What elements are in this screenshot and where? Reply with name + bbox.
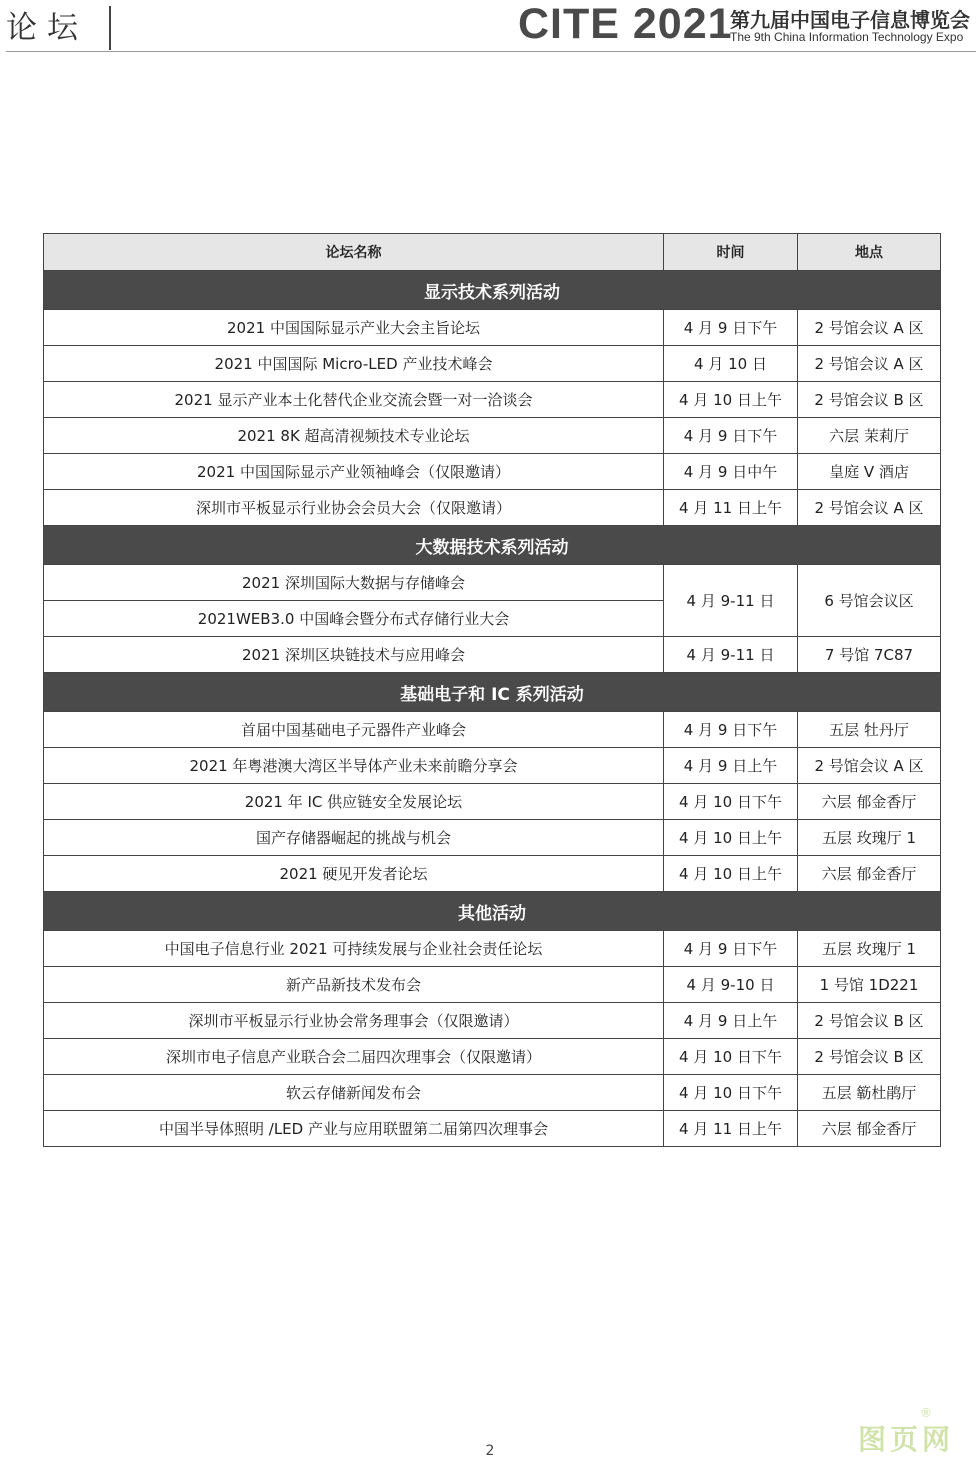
forum-name: 2021 年 IC 供应链安全发展论坛 [44, 784, 664, 820]
forum-venue: 2 号馆会议 A 区 [798, 490, 941, 526]
category-row-other [44, 892, 941, 931]
forum-time: 4 月 10 日上午 [664, 820, 798, 856]
section-title: 论坛 [6, 10, 88, 46]
forum-name: 首届中国基础电子元器件产业峰会 [44, 712, 664, 748]
forum-venue: 五层 牡丹厅 [798, 712, 941, 748]
forum-time: 4 月 11 日上午 [664, 1111, 798, 1147]
forum-time: 4 月 9 日中午 [664, 454, 798, 490]
forum-name: 2021 中国国际显示产业大会主旨论坛 [44, 310, 664, 346]
header-time: 时间 [664, 234, 798, 271]
header-divider [109, 6, 111, 50]
forum-venue: 1 号馆 1D221 [798, 967, 941, 1003]
category-row-display [44, 271, 941, 310]
table-row [44, 712, 941, 748]
forum-name: 2021 深圳国际大数据与存储峰会 [44, 565, 664, 601]
forum-time: 4 月 10 日下午 [664, 784, 798, 820]
forum-venue: 六层 郁金香厅 [798, 1111, 941, 1147]
forum-name: 深圳市电子信息产业联合会二届四次理事会（仅限邀请） [44, 1039, 664, 1075]
forum-venue: 2 号馆会议 B 区 [798, 382, 941, 418]
watermark: 图页网 [858, 1423, 955, 1456]
forum-name: 2021 中国国际显示产业领袖峰会（仅限邀请） [44, 454, 664, 490]
expo-name-cn: 第九届中国电子信息博览会 [730, 8, 970, 32]
forum-time: 4 月 11 日上午 [664, 490, 798, 526]
expo-name-en: The 9th China Information Technology Expo [730, 30, 964, 44]
forum-time: 4 月 9 日下午 [664, 931, 798, 967]
forum-time: 4 月 10 日上午 [664, 856, 798, 892]
forum-time: 4 月 9-10 日 [664, 967, 798, 1003]
forum-venue: 皇庭 V 酒店 [798, 454, 941, 490]
table-row [44, 490, 941, 526]
forum-venue: 六层 茉莉厅 [798, 418, 941, 454]
forum-name: 深圳市平板显示行业协会常务理事会（仅限邀请） [44, 1003, 664, 1039]
forum-venue: 六层 郁金香厅 [798, 856, 941, 892]
table-row [44, 565, 941, 601]
forum-name: 2021WEB3.0 中国峰会暨分布式存储行业大会 [44, 601, 664, 637]
header-rule [6, 51, 976, 52]
forum-time: 4 月 10 日上午 [664, 382, 798, 418]
forum-time: 4 月 10 日下午 [664, 1075, 798, 1111]
category-label: 显示技术系列活动 [44, 271, 941, 310]
cite-logo: CITE 2021 [518, 0, 733, 48]
table-row [44, 748, 941, 784]
watermark-registered-mark: ® [920, 1406, 932, 1420]
table-row [44, 856, 941, 892]
forum-venue: 7 号馆 7C87 [798, 637, 941, 673]
category-label: 大数据技术系列活动 [44, 526, 941, 565]
forum-name: 新产品新技术发布会 [44, 967, 664, 1003]
forum-name: 软云存储新闻发布会 [44, 1075, 664, 1111]
forum-name: 2021 8K 超高清视频技术专业论坛 [44, 418, 664, 454]
forum-name: 2021 中国国际 Micro-LED 产业技术峰会 [44, 346, 664, 382]
table-row [44, 637, 941, 673]
table-row [44, 820, 941, 856]
forum-time: 4 月 9 日上午 [664, 1003, 798, 1039]
header-venue: 地点 [798, 234, 941, 271]
header-forum-name: 论坛名称 [44, 234, 664, 271]
page-number: 2 [485, 1443, 495, 1459]
forum-name: 2021 深圳区块链技术与应用峰会 [44, 637, 664, 673]
forum-time: 4 月 9-11 日 [664, 637, 798, 673]
table-row [44, 967, 941, 1003]
table-row [44, 418, 941, 454]
category-label: 基础电子和 IC 系列活动 [44, 673, 941, 712]
forum-time: 4 月 9 日下午 [664, 310, 798, 346]
table-row [44, 1039, 941, 1075]
forum-name: 深圳市平板显示行业协会会员大会（仅限邀请） [44, 490, 664, 526]
table-row [44, 1111, 941, 1147]
forum-venue: 六层 郁金香厅 [798, 784, 941, 820]
page-header [0, 0, 980, 52]
forum-time: 4 月 9 日下午 [664, 418, 798, 454]
forum-time: 4 月 9-11 日 [664, 565, 798, 637]
category-row-bigdata [44, 526, 941, 565]
category-row-ic [44, 673, 941, 712]
forum-venue: 五层 簕杜鹃厅 [798, 1075, 941, 1111]
table-header-row [44, 234, 941, 271]
forum-name: 国产存储器崛起的挑战与机会 [44, 820, 664, 856]
forum-time: 4 月 10 日 [664, 346, 798, 382]
forum-venue: 2 号馆会议 A 区 [798, 310, 941, 346]
table-row [44, 310, 941, 346]
table-row [44, 931, 941, 967]
table-row [44, 346, 941, 382]
table-row [44, 1075, 941, 1111]
forum-time: 4 月 10 日下午 [664, 1039, 798, 1075]
forum-time: 4 月 9 日下午 [664, 712, 798, 748]
forum-venue: 2 号馆会议 B 区 [798, 1003, 941, 1039]
category-label: 其他活动 [44, 892, 941, 931]
forum-venue: 6 号馆会议区 [798, 565, 941, 637]
forum-venue: 五层 玫瑰厅 1 [798, 820, 941, 856]
forum-name: 2021 硬见开发者论坛 [44, 856, 664, 892]
table-row [44, 382, 941, 418]
forum-name: 2021 年粤港澳大湾区半导体产业未来前瞻分享会 [44, 748, 664, 784]
table-row [44, 784, 941, 820]
forum-name: 2021 显示产业本土化替代企业交流会暨一对一洽谈会 [44, 382, 664, 418]
forum-schedule-table [43, 233, 941, 1147]
forum-venue: 五层 玫瑰厅 1 [798, 931, 941, 967]
forum-venue: 2 号馆会议 B 区 [798, 1039, 941, 1075]
forum-time: 4 月 9 日上午 [664, 748, 798, 784]
forum-venue: 2 号馆会议 A 区 [798, 748, 941, 784]
forum-name: 中国半导体照明 /LED 产业与应用联盟第二届第四次理事会 [44, 1111, 664, 1147]
table-row [44, 1003, 941, 1039]
table-row [44, 454, 941, 490]
forum-name: 中国电子信息行业 2021 可持续发展与企业社会责任论坛 [44, 931, 664, 967]
forum-venue: 2 号馆会议 A 区 [798, 346, 941, 382]
